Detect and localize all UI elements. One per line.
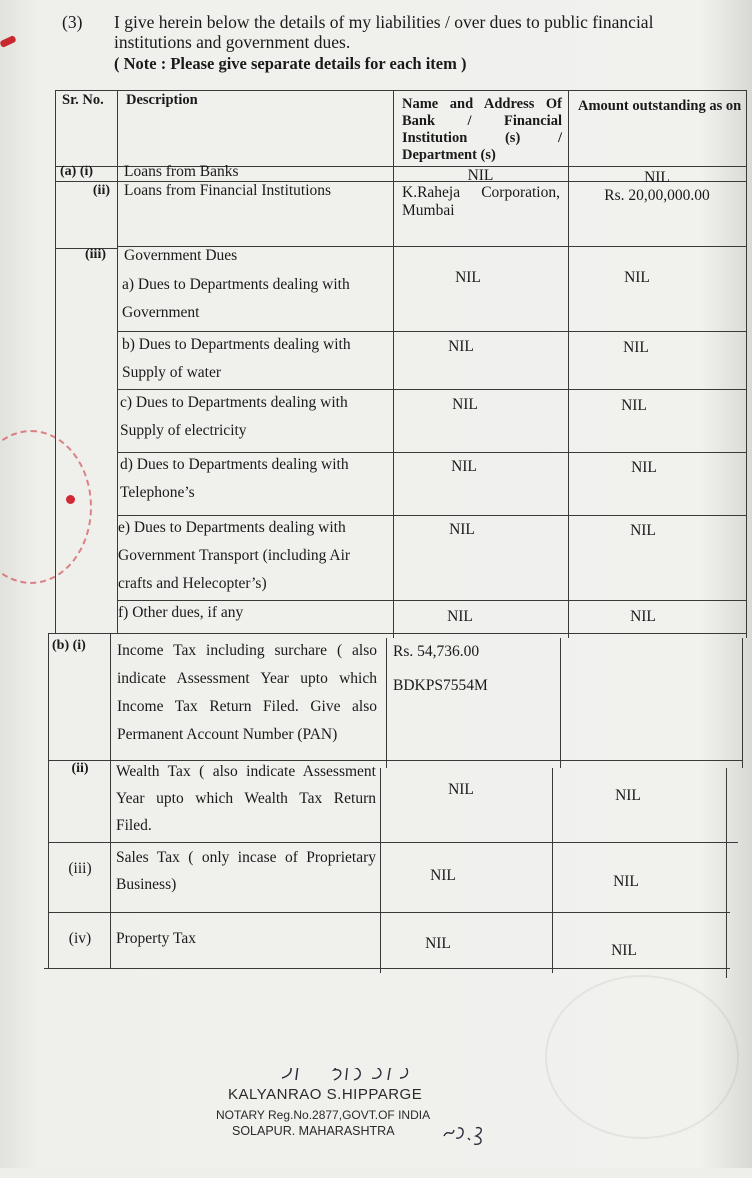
section-text: I give herein below the details of my liabilities / over dues to public financial institutions and government dues. xyxy=(114,12,654,52)
table-border-right-lower xyxy=(742,638,743,768)
description: d) Dues to Departments dealing with Telephone’s xyxy=(120,456,349,501)
amount: NIL xyxy=(630,608,656,625)
amount: NIL xyxy=(644,169,670,186)
column-divider-2-lower xyxy=(386,638,387,768)
name-address: NIL xyxy=(451,458,477,475)
notary-location: SOLAPUR. MAHARASHTRA xyxy=(232,1124,395,1138)
name-address: NIL xyxy=(448,781,474,798)
sr-no: (ii) xyxy=(71,761,89,776)
name-address: NIL xyxy=(449,521,475,538)
name-address: K.Raheja Corporation, Mumbai xyxy=(402,184,560,219)
sr-no: (a) (i) xyxy=(60,164,94,179)
name-address: NIL xyxy=(467,167,494,184)
amount: NIL xyxy=(623,339,649,356)
name-address: NIL xyxy=(452,396,478,413)
name-address: NIL xyxy=(430,867,456,884)
amount: NIL xyxy=(631,459,657,476)
row-line xyxy=(117,600,747,601)
description: Property Tax xyxy=(116,930,196,947)
notary-registration: NOTARY Reg.No.2877,GOVT.OF INDIA xyxy=(216,1108,431,1122)
row-line xyxy=(48,842,738,843)
description: a) Dues to Departments dealing with Government xyxy=(122,276,350,321)
amount: NIL xyxy=(621,397,647,414)
header-description: Description xyxy=(126,92,198,108)
description: e) Dues to Departments dealing with Government Transport (including Air crafts and Helecopter’s) xyxy=(118,519,351,592)
notary-name: KALYANRAO S.HIPPARGE xyxy=(228,1086,423,1103)
amount: NIL xyxy=(624,269,650,286)
table-border-bottom xyxy=(44,968,730,969)
description: Loans from Financial Institutions xyxy=(124,182,332,199)
column-divider-1-lower xyxy=(110,633,111,968)
description: b) Dues to Departments dealing with Supply of water xyxy=(122,336,351,381)
table-border-left-lower xyxy=(48,633,49,968)
header-amount-outstanding: Amount outstanding as on xyxy=(578,98,742,114)
amount: NIL xyxy=(611,942,637,959)
description: Wealth Tax ( also indicate Assessment Year upto which Wealth Tax Return Filed. xyxy=(116,763,376,834)
red-seal-dot xyxy=(66,495,75,504)
header-name-address: Name and Address Of Bank / Financial Institution (s) / Department (s) xyxy=(402,96,562,163)
sr-no: (iii) xyxy=(85,247,106,262)
row-line xyxy=(48,912,730,913)
sr-no: (b) (i) xyxy=(52,638,86,653)
section-number: (3) xyxy=(62,12,83,32)
sr-no: (iv) xyxy=(68,930,92,947)
amount: NIL xyxy=(630,522,656,539)
sr-no: (ii) xyxy=(92,183,110,198)
table-border-right-upper xyxy=(746,90,747,638)
name-address: NIL xyxy=(455,269,481,286)
name-address: NIL xyxy=(425,935,451,952)
column-divider-3-lower xyxy=(560,638,561,768)
section-note: ( Note : Please give separate details for each item ) xyxy=(114,54,467,73)
pan-number: BDKPS7554M xyxy=(393,677,488,694)
description: Income Tax including surchare ( also indicate Assessment Year upto which Income Tax Return Filed. Give also Permanent Account Number (PAN) xyxy=(117,642,377,743)
description: Sales Tax ( only incase of Proprietary Business) xyxy=(116,849,376,893)
name-address: NIL xyxy=(448,338,474,355)
amount: NIL xyxy=(615,787,641,804)
description: c) Dues to Departments dealing with Supply of electricity xyxy=(120,394,348,439)
amount: NIL xyxy=(613,873,639,890)
name-address: NIL xyxy=(447,608,473,625)
description: f) Other dues, if any xyxy=(118,604,244,621)
row-line xyxy=(48,633,746,634)
table-border-top xyxy=(55,90,747,91)
amount: Rs. 20,00,000.00 xyxy=(604,187,710,204)
description-title: Government Dues xyxy=(124,247,238,264)
sr-no: (iii) xyxy=(68,860,92,877)
table-border-right-bottom xyxy=(726,768,727,978)
name-address: Rs. 54,736.00 xyxy=(393,643,480,660)
description: Loans from Banks xyxy=(124,163,239,180)
header-sr-no: Sr. No. xyxy=(62,92,104,108)
